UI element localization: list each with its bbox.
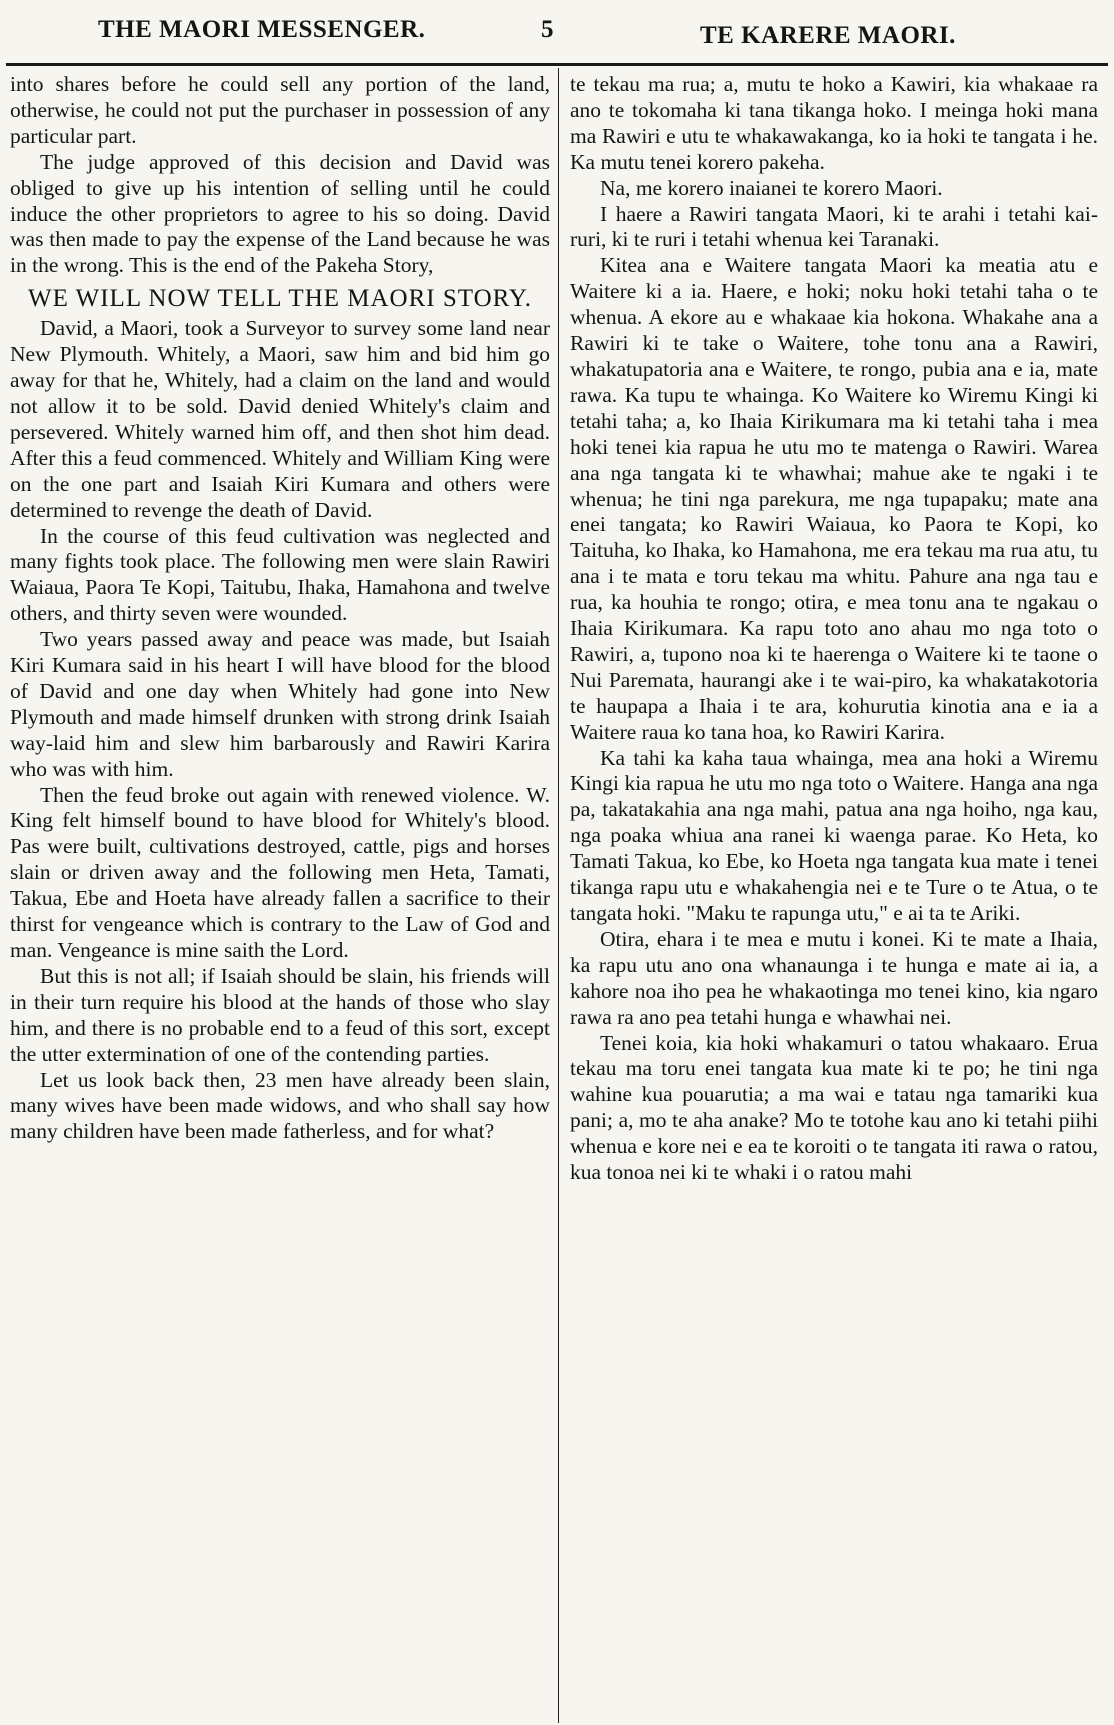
english-paragraph: In the course of this feud cultivation was neglected and many fights took place. The following men were slain Rawiri Waiaua, Paora Te Kopi, Taitubu, Ihaka, Hamahona and twelve others, and thirty seven were wounded.: [10, 523, 550, 626]
page-number: 5: [541, 16, 554, 43]
column-divider: [558, 68, 559, 1723]
maori-paragraph: Ka tahi ka kaha taua whainga, mea ana hoki a Wiremu Kingi kia rapua he utu mo nga toto o Waitere. Hanga ana nga pa, takatakahia ana nga mahi, patua ana nga hoiho, nga kau, nga poaka whiua ana ranei ki waenga parae. Ko Heta, ko Tamati Takua, ko Ebe, ko Hoeta nga tangata kua mate i tenei tikanga rapu utu e whakahengia nei e te Ture o te Atua, o te tangata hoki. "Maku te rapunga utu," e ai ta te Ariki.: [570, 745, 1098, 925]
section-heading: WE WILL NOW TELL THE MAORI STORY.: [27, 285, 533, 313]
maori-paragraph: Tenei koia, kia hoki whakamuri o tatou whakaaro. Erua tekau ma toru enei tangata kua mate ki te po; he tini nga wahine kua pouarutia; a ma wai e tatau nga tamariki kua pani; a, mo te aha anake? Mo te totohe kau ano ki tetahi piihi whenua e kore nei e ea te koroiti o te tangata iti rawa o ratou, kua tonoa nei ki te whaki i o ratou mahi: [570, 1030, 1098, 1185]
english-paragraph: Then the feud broke out again with renewed violence. W. King felt himself bound to have blood for Whitely's blood. Pas were built, cultivations destroyed, cattle, pigs and horses slain or driven away and the following men Heta, Tamati, Takua, Ebe and Hoeta have already fallen a sacrifice to their thirst for vengeance which is contrary to the Law of God and man. Vengeance is mine saith the Lord.: [10, 782, 550, 962]
english-title: THE MAORI MESSENGER.: [98, 16, 426, 43]
maori-paragraph: I haere a Rawiri tangata Maori, ki te arahi i tetahi kai-ruri, ki te ruri i tetahi whenua kei Taranaki.: [570, 201, 1098, 252]
maori-paragraph: te tekau ma rua; a, mutu te hoko a Kawiri, kia whakaae ra ano te tokomaha ki tana tikanga hoko. I meinga hoki mana ma Rawiri e utu te whakawakanga, ko ia hoki te tangata i he. Ka mutu tenei korero pakeha.: [570, 72, 1098, 174]
english-column: [10, 72, 550, 1145]
masthead: [0, 0, 1114, 62]
maori-paragraph: Otira, ehara i te mea e mutu i konei. Ki te mate a Ihaia, ka rapu utu ano ona whanaunga i te hunga e mate ai ia, a kahore noa iho pea he whakaotinga mo tenei kino, kia ngaro rawa ra ano pea tetahi hunga e whawhai nei.: [570, 926, 1098, 1029]
maori-paragraph: Na, me korero inaianei te korero Maori.: [600, 175, 943, 200]
english-paragraph: into shares before he could sell any portion of the land, otherwise, he could not put the purchaser in possession of any particular part.: [10, 72, 550, 148]
header-rule: [6, 63, 1108, 66]
english-paragraph: But this is not all; if Isaiah should be slain, his friends will in their turn require his blood at the hands of those who slay him, and there is no probable end to a feud of this sort, except the utter extermination of one of the contending parties.: [10, 963, 550, 1066]
maori-paragraph: Kitea ana e Waitere tangata Maori ka meatia atu e Waitere ki a ia. Haere, e hoki; noku hoki tetahi taha o te whenua. A ekore au e whakaae kia hokona. Whakahe ana a Rawiri ki te take o Waitere, tohe tonu ana a Rawiri, whakatupatoria ana e Waitere, te rongo, pubia ana e ia, mate rawa. Ka tupu te whainga. Ko Waitere ko Wiremu Kingi ki tetahi taha; a, ko Ihaia Kirikumara ma ki tetahi taha i mea hoki tenei kia rapua he utu mo te matenga o Rawiri. Warea ana nga tangata ki te whawhai; mahue ake te ngaki i te whenua; he tini nga parekura, me nga tupapaku; mate ana enei tangata; ko Rawiri Waiaua, ko Paora te Kopi, ko Taituha, ko Ihaka, ko Hamahona, me era tekau ma rua atu, tu ana i te mata e toru tekau ma whitu. Pahure ana nga tau e rua, ka houhia te rongo; otira, e mea tonu ana te ngakau o Ihaia Kirikumara. Ka rapu toto ano ahau mo nga toto o Rawiri, a, tupono noa ki te haerenga o Waitere ki te taone o Nui Paremata, haurangi ake i te wai-piro, ka whakatakotoria te haupapa a Ihaia i te ara, kohurutia kinotia ana e ia a Waitere raua ko tana hoa, ko Rawiri Karira.: [570, 253, 1098, 744]
english-paragraph: Let us look back then, 23 men have already been slain, many wives have been made widows, and who shall say how many children have been made fatherless, and for what?: [10, 1067, 550, 1144]
maori-column: [570, 72, 1098, 1186]
english-paragraph: The judge approved of this decision and David was obliged to give up his intention of selling until he could induce the other proprietors to agree to his so doing. David was then made to pay the expense of the Land because he was in the wrong. This is the end of the Pakeha Story,: [10, 149, 550, 278]
maori-title: TE KARERE MAORI.: [700, 22, 956, 49]
english-paragraph: Two years passed away and peace was made, but Isaiah Kiri Kumara said in his heart I will have blood for the blood of David and one day when Whitely had gone into New Plymouth and made himself drunken with strong drink Isaiah way-laid him and slew him barbarously and Rawiri Karira who was with him.: [10, 627, 550, 781]
english-paragraph: David, a Maori, took a Surveyor to survey some land near New Plymouth. Whitely, a Maori, saw him and bid him go away for that he, Whitely, had a claim on the land and would not allow it to be sold. David denied Whitely's claim and persevered. Whitely warned him off, and then shot him dead. After this a feud commenced. Whitely and William King were on the one part and Isaiah Kiri Kumara and others were determined to revenge the death of David.: [10, 316, 550, 522]
